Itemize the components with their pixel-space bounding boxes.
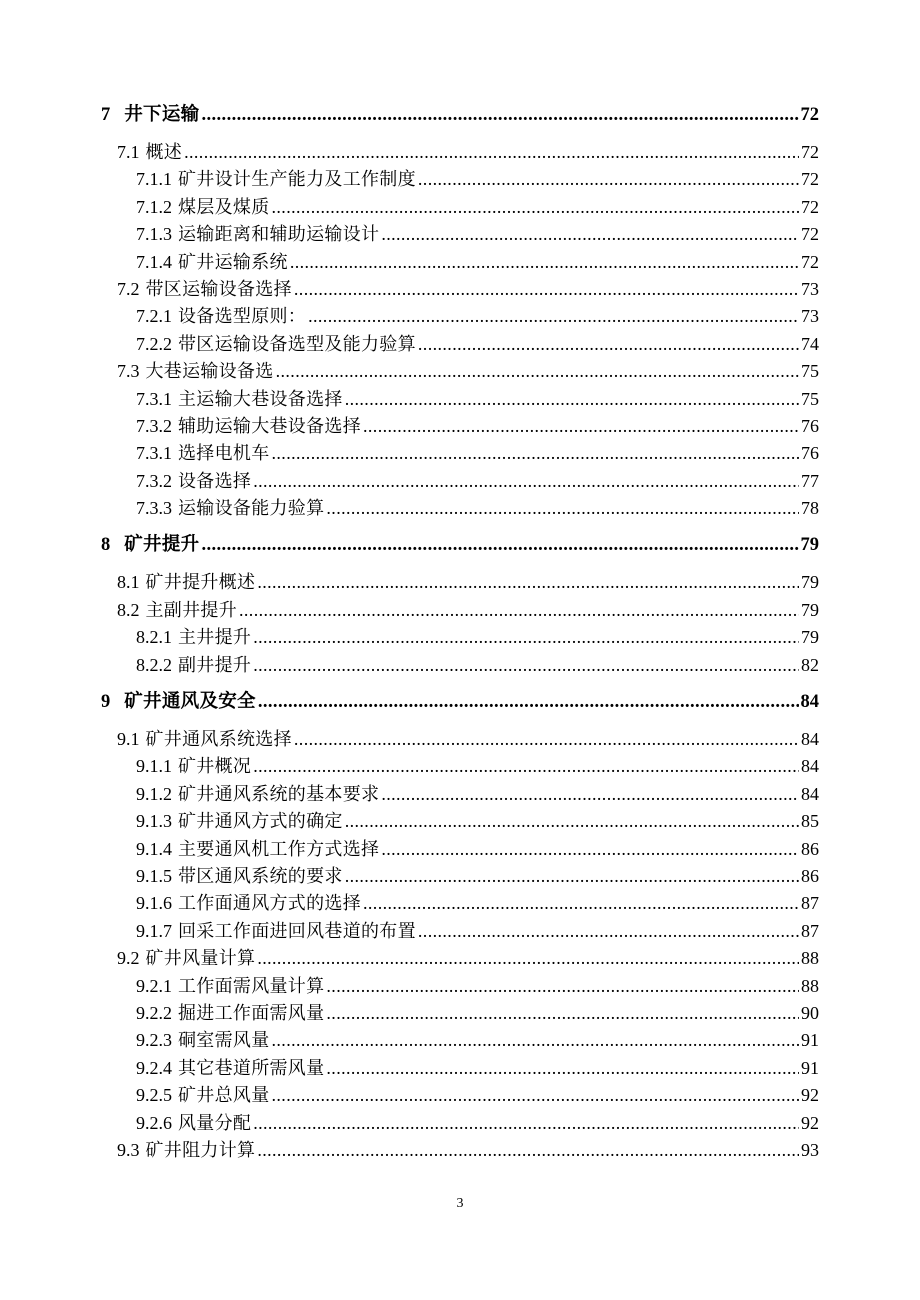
dot-leader [258,688,799,717]
toc-entry[interactable] [101,1082,819,1109]
toc-entry-page: 78 [801,498,819,519]
toc-entry-page: 72 [801,169,819,190]
toc-entry-number: 9.1.1 [136,756,172,777]
toc-entry-number: 7.3.3 [136,498,172,519]
dot-leader [201,531,798,560]
toc-entry-title: 回采工作面进回风巷道的布置 [178,920,416,941]
toc-entry-page: 75 [801,361,819,382]
dot-leader [257,1137,799,1164]
toc-entry-page: 91 [801,1030,819,1051]
toc-entry-number: 9.2.3 [136,1030,172,1051]
toc-entry-page: 84 [801,756,819,777]
toc-entry-number: 7 [101,105,111,125]
dot-leader [184,139,799,166]
toc-entry-title: 带区运输设备选型及能力验算 [178,333,416,354]
toc-entry-page: 72 [801,142,819,162]
dot-leader [326,1055,799,1082]
dot-leader [253,1110,799,1137]
dot-leader [257,569,799,596]
dot-leader [418,166,799,193]
toc-entry-page: 84 [801,783,819,804]
dot-leader [418,331,799,358]
toc-entry[interactable] [101,836,819,863]
dot-leader [272,440,800,467]
toc-entry-title: 矿井概况 [178,756,252,777]
toc-entry-number: 9.2.2 [136,1002,172,1023]
toc-entry-title: 其它巷道所需风量 [178,1057,325,1078]
dot-leader [381,836,799,863]
toc-entry-page: 76 [801,443,819,464]
toc-entry[interactable] [101,918,819,945]
toc-entry-title: 带区运输设备选择 [145,278,292,299]
toc-entry-title: 矿井通风方式的确定 [178,811,343,832]
dot-leader [272,194,800,221]
toc-entry-page: 79 [801,599,819,620]
toc-entry-page: 91 [801,1057,819,1078]
toc-entry-title: 设备选择 [178,470,252,491]
toc-entry[interactable] [101,753,819,780]
toc-entry[interactable] [101,1000,819,1027]
toc-entry-number: 8.2 [117,599,140,620]
dot-leader [239,597,799,624]
toc-entry-title: 工作面通风方式的选择 [178,893,361,914]
toc-entry-title: 运输距离和辅助运输设计 [178,224,380,245]
toc-entry[interactable] [101,276,819,303]
toc-entry[interactable] [101,440,819,467]
toc-entry-number: 9.1.5 [136,865,172,886]
toc-entry-title: 辅助运输大巷设备选择 [178,415,361,436]
dot-leader [381,781,799,808]
toc-entry[interactable] [101,531,819,560]
toc-entry-page: 84 [801,729,819,750]
toc-entry-page: 88 [801,975,819,996]
toc-entry[interactable] [101,166,819,193]
dot-leader [381,221,799,248]
dot-leader [345,386,799,413]
dot-leader [253,468,799,495]
toc-entry[interactable] [101,973,819,1000]
toc-entry[interactable] [101,221,819,248]
toc-entry-page: 72 [801,196,819,217]
toc-entry[interactable] [101,726,819,753]
toc-entry-number: 7.3.2 [136,470,172,491]
dot-leader [308,303,799,330]
toc-entry-number: 7.1.3 [136,224,172,245]
toc-entry-page: 86 [801,838,819,859]
toc-entry[interactable] [101,413,819,440]
toc-entry-number: 9.2.6 [136,1112,172,1133]
dot-leader [326,495,799,522]
toc-entry[interactable] [101,1110,819,1137]
toc-entry-number: 8.2.2 [136,654,172,675]
dot-leader [294,276,799,303]
toc-entry-number: 7.3.1 [136,388,172,409]
dot-leader [253,753,799,780]
toc-entry-number: 7.1.1 [136,169,172,190]
toc-entry[interactable] [101,386,819,413]
toc-entry-page: 73 [801,278,819,299]
dot-leader [326,1000,799,1027]
toc-entry[interactable] [101,139,819,166]
toc-entry[interactable] [101,569,819,596]
toc-entry-number: 9.3 [117,1139,140,1160]
toc-entry-page: 87 [801,920,819,941]
dot-leader [253,624,799,651]
toc-entry-title: 概述 [145,142,183,162]
toc-entry-title: 风量分配 [178,1112,252,1133]
dot-leader [294,726,799,753]
toc-entry[interactable] [101,101,819,130]
toc-entry-number: 9.1.2 [136,783,172,804]
toc-entry[interactable] [101,863,819,890]
toc-entry[interactable] [101,468,819,495]
dot-leader [345,808,799,835]
toc-entry[interactable] [101,652,819,679]
toc-entry-title: 矿井阻力计算 [145,1139,256,1160]
dot-leader [363,890,799,917]
toc-entry-page: 79 [800,535,819,556]
toc-entry-number: 8 [101,535,111,556]
toc-entry-title: 矿井总风量 [178,1085,270,1106]
dot-leader [272,1027,800,1054]
page-number: 3 [456,1196,464,1211]
toc-entry-number: 7.3 [117,361,140,382]
toc-entry-title: 煤层及煤质 [178,196,270,217]
toc-entry[interactable] [101,688,819,717]
toc-entry-page: 76 [801,415,819,436]
toc-entry-title: 硐室需风量 [178,1030,270,1051]
toc-entry-page: 72 [801,224,819,245]
toc-entry-number: 7.1 [117,142,140,162]
toc-entry-title: 工作面需风量计算 [178,975,325,996]
dot-leader [253,652,799,679]
toc-entry[interactable] [101,1137,819,1164]
toc-entry[interactable] [101,890,819,917]
toc-entry-title: 主副井提升 [145,599,237,620]
toc-entry-title: 井下运输 [124,105,200,125]
dot-leader [272,1082,800,1109]
toc-entry-title: 矿井通风系统选择 [145,729,292,750]
toc-entry-title: 带区通风系统的要求 [178,865,343,886]
toc-entry[interactable] [101,1027,819,1054]
toc-entry[interactable] [101,945,819,972]
table-of-contents [101,101,819,1164]
dot-leader [201,101,798,130]
toc-entry-title: 矿井通风系统的基本要求 [178,783,380,804]
toc-entry-number: 7.2.1 [136,306,172,327]
toc-entry-title: 大巷运输设备选 [145,361,274,382]
toc-entry-page: 79 [801,572,819,593]
toc-entry-number: 9 [101,692,111,713]
toc-entry-page: 92 [801,1085,819,1106]
toc-entry[interactable] [101,808,819,835]
toc-entry-number: 9.1 [117,729,140,750]
toc-entry-title: 矿井提升概述 [145,572,256,593]
toc-entry[interactable] [101,781,819,808]
toc-entry-number: 9.1.3 [136,811,172,832]
toc-entry[interactable] [101,597,819,624]
dot-leader [290,249,799,276]
toc-entry-page: 82 [801,654,819,675]
toc-entry-page: 77 [801,470,819,491]
toc-entry-number: 7.3.1 [136,443,172,464]
toc-entry-number: 9.1.7 [136,920,172,941]
toc-entry-page: 90 [801,1002,819,1023]
toc-entry-page: 88 [801,948,819,969]
toc-entry-page: 87 [801,893,819,914]
toc-entry[interactable] [101,358,819,385]
toc-entry-number: 8.1 [117,572,140,593]
toc-entry-number: 7.1.2 [136,196,172,217]
dot-leader [326,973,799,1000]
toc-entry-title: 主要通风机工作方式选择 [178,838,380,859]
toc-entry[interactable] [101,624,819,651]
toc-entry-title: 矿井运输系统 [178,251,288,272]
toc-entry-title: 设备选型原则： [178,306,307,327]
toc-entry-page: 93 [801,1139,819,1160]
toc-entry-page: 85 [801,811,819,832]
toc-entry[interactable] [101,194,819,221]
dot-leader [345,863,799,890]
toc-entry-number: 9.2.5 [136,1085,172,1106]
dot-leader [257,945,799,972]
toc-entry-title: 矿井设计生产能力及工作制度 [178,169,416,190]
dot-leader [363,413,799,440]
toc-entry-title: 选择电机车 [178,443,270,464]
toc-entry-title: 主井提升 [178,627,252,648]
toc-entry[interactable] [101,331,819,358]
toc-entry-title: 矿井提升 [124,535,200,556]
toc-entry-title: 主运输大巷设备选择 [178,388,343,409]
toc-entry-number: 7.3.2 [136,415,172,436]
toc-entry-number: 9.1.6 [136,893,172,914]
toc-entry-page: 73 [801,306,819,327]
toc-entry-page: 72 [800,105,819,125]
toc-entry-number: 9.2.4 [136,1057,172,1078]
toc-entry[interactable] [101,1055,819,1082]
toc-entry-title: 副井提升 [178,654,252,675]
toc-entry-title: 矿井风量计算 [145,948,256,969]
toc-entry-number: 9.2 [117,948,140,969]
dot-leader [276,358,799,385]
toc-entry-number: 9.1.4 [136,838,172,859]
toc-entry-number: 7.1.4 [136,251,172,272]
toc-entry-number: 7.2.2 [136,333,172,354]
toc-entry-title: 矿井通风及安全 [124,692,256,713]
toc-entry-page: 84 [800,692,819,713]
toc-entry-page: 79 [801,627,819,648]
toc-entry-number: 9.2.1 [136,975,172,996]
toc-entry-page: 72 [801,251,819,272]
toc-entry-title: 运输设备能力验算 [178,498,325,519]
toc-entry[interactable] [101,303,819,330]
toc-entry[interactable] [101,495,819,522]
toc-entry-page: 75 [801,388,819,409]
toc-entry-page: 74 [801,333,819,354]
toc-entry[interactable] [101,249,819,276]
toc-entry-page: 86 [801,865,819,886]
toc-entry-page: 92 [801,1112,819,1133]
dot-leader [418,918,799,945]
toc-entry-title: 掘进工作面需风量 [178,1002,325,1023]
toc-entry-number: 8.2.1 [136,627,172,648]
toc-entry-number: 7.2 [117,278,140,299]
